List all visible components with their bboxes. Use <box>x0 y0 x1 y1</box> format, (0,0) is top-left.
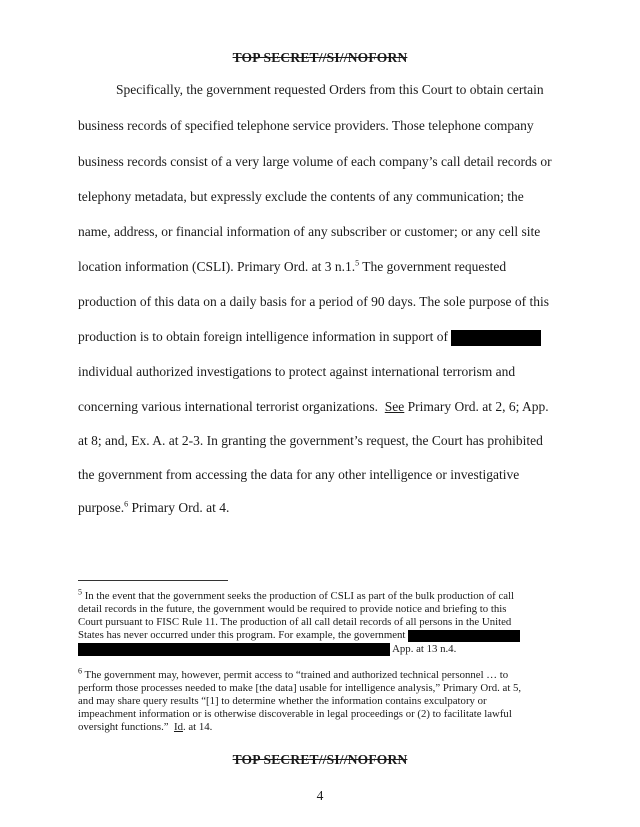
body-line: at 8; and, Ex. A. at 2-3. In granting the government’s request, the Court has prohibited <box>78 433 543 448</box>
footnote-line <box>78 721 212 734</box>
see-citation: See <box>384 399 405 414</box>
body-line-text: The government requested <box>359 259 507 274</box>
classification-footer: TOP SECRET//SI//NOFORN <box>232 752 408 767</box>
footnote-line <box>78 643 456 656</box>
footnote-line <box>78 629 520 642</box>
footnote-line: Court pursuant to FISC Rule 11. The production of all call detail records of all persons in the United <box>78 616 512 628</box>
footnote-marker: 5 <box>78 587 82 597</box>
body-line: production of this data on a daily basis for a period of 90 days. The sole purpose of this <box>78 294 550 309</box>
body-line: Specifically, the government requested Orders from this Court to obtain certain <box>116 82 544 97</box>
footnote-text: In the event that the government seeks the production of CSLI as part of the bulk production of call <box>82 590 515 602</box>
body-line-text: purpose. <box>78 500 125 515</box>
body-line <box>78 259 506 275</box>
footnote-text: States has never occurred under this program. For example, the government <box>78 629 406 641</box>
body-line: business records of specified telephone service providers. Those telephone company <box>78 118 534 133</box>
body-line: name, address, or financial information of any subscriber or customer; or any cell site <box>78 224 541 239</box>
id-citation: Id <box>173 721 183 733</box>
body-line <box>78 500 229 516</box>
body-line: the government from accessing the data for any other intelligence or investigative <box>78 467 520 482</box>
footnote-line: impeachment information or is otherwise discoverable in legal proceedings or (2) to facilitate lawful <box>78 708 512 720</box>
footnote-text: . at 14. <box>182 721 213 733</box>
body-line-text: Primary Ord. at 4. <box>128 500 230 515</box>
footnote-separator <box>78 580 228 581</box>
body-line: business records consist of a very large volume of each company’s call detail records or <box>78 154 552 169</box>
redaction-block <box>78 643 390 656</box>
redaction-block <box>408 630 520 642</box>
body-line: individual authorized investigations to protect against international terrorism and <box>78 364 516 379</box>
redaction-block <box>451 330 541 346</box>
footnote-marker: 6 <box>78 666 82 676</box>
page-number: 4 <box>316 788 324 803</box>
footnote-line <box>78 587 515 603</box>
footnote-marker: 5 <box>355 258 360 268</box>
footnote-line: perform those processes needed to make [the data] usable for intelligence analysis,” Primary Ord. at 5, <box>78 682 522 694</box>
footnote-text: App. at 13 n.4. <box>392 643 457 655</box>
classification-header: TOP SECRET//SI//NOFORN <box>232 50 408 65</box>
footnote-line: detail records in the future, the government would be required to provide notice and briefing to this <box>78 603 507 615</box>
body-line-text: production is to obtain foreign intelligence information in support of <box>78 329 449 344</box>
body-line <box>78 399 549 415</box>
body-line-text: Primary Ord. at 2, 6; App. <box>404 399 549 414</box>
body-line <box>78 329 541 346</box>
body-line-text: location information (CSLI). Primary Ord. at 3 n.1. <box>78 259 356 274</box>
footnote-line: and may share query results “[1] to determine whether the information contains exculpatory or <box>78 695 487 707</box>
footnote-text: oversight functions.” <box>78 721 169 733</box>
footnote-marker: 6 <box>124 499 129 509</box>
footnote-text: The government may, however, permit access to “trained and authorized technical personnel … to <box>82 669 509 681</box>
body-line-text: concerning various international terrorist organizations. <box>78 399 379 414</box>
footnote-line <box>78 666 509 682</box>
body-line: telephony metadata, but expressly exclude the contents of any communication; the <box>78 189 524 204</box>
